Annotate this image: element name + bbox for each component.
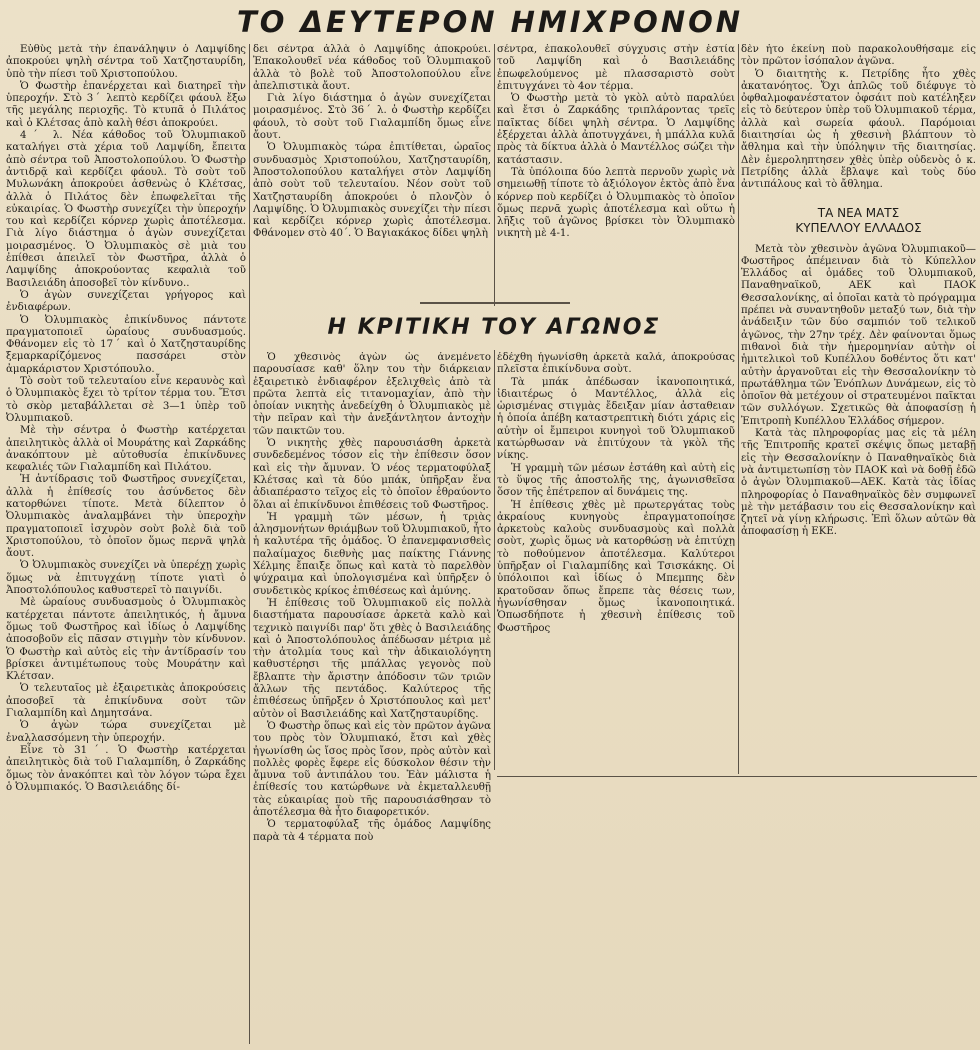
paragraph: Ὁ χθεσινὸς ἀγὼν ὡς ἀνεμένετο παρουσίασε καθ' ὅλην του τὴν διάρκειαν ἐξαιρετικὸ ἐνδιαφέρον ἐξελιχθεὶς ἀπὸ τὰ πρῶτα λεπτὰ εἰς τιτανομαχίαν, ἀπὸ τὴν ὁποίαν νικητὴς ἀνεδείχθη ὁ Ὀλυμπιακὸς μὲ τὴν πεῖραν καὶ τὴν ἀνεξάντλητον ἀντοχὴν τῶν παικτῶν του. <box>253 352 491 437</box>
paragraph: Ὁ ἀγὼν τώρα συνεχίζεται μὲ ἐναλλασσόμενη τὴν ὑπεροχήν. <box>6 720 246 744</box>
paragraph: Μὲ ὡραίους συνδυασμοὺς ὁ Ὀλυμπιακὸς κατέρχεται πάντοτε ἀπειλητικός, ἡ ἄμυνα ὅμως τοῦ Φωστῆρος καὶ ἰδίως ὁ Λαμψίδης ἀποσοβοῦν εἰς πᾶσαν στιγμὴν τὸν κίνδυνον. Ὁ Φωστὴρ καὶ αὐτὸς εἰς τὴν ἀντίδρασίν του βρίσκει ἀντιμέτωπους τοὺς Μουράτην καὶ Κλέτσαν. <box>6 597 246 683</box>
paragraph: ἐδέχθη ἠγωνίσθη ἀρκετὰ καλά, ἀποκρούσας πλεῖστα ἐπικίνδυνα σοὺτ. <box>497 352 735 376</box>
paragraph: Ὁ Φωστὴρ ὅπως καὶ εἰς τὸν πρῶτον ἀγῶνα του πρὸς τὸν Ὀλυμπιακό, ἔτσι καὶ χθὲς ἠγωνίσθη ὡς ἴσος πρὸς ἴσον, πρὸς αὐτὸν καὶ πολλὲς φορὲς ἔφερε εἰς δύσκολον θέσιν τὴν ἄμυνα τοῦ ἀντιπάλου του. Ἐὰν μάλιστα ἡ ἐπίθεσίς του κατώρθωνε νὰ ἐκμεταλλευθῇ τὰς εὐκαιρίας ποὺ τῆς παρουσιάσθησαν τὸ ἀποτέλεσμα θὰ ἦτο διαφορετικόν. <box>253 720 491 818</box>
paragraph: Μετὰ τὸν χθεσινὸν ἀγῶνα Ὀλυμπιακοῦ—Φωστῆρος ἀπέμειναν διὰ τὸ Κύπελλον Ἑλλάδος αἱ ὁμάδες τοῦ Ὀλυμπιακοῦ, Παναθηναϊκοῦ, ΑΕΚ καὶ ΠΑΟΚ Θεσσαλονίκης, αἱ ὁποῖαι κατὰ τὸ πρόγραμμα πρέπει νὰ συναντηθοῦν μεταξύ των, διὰ τὴν ἀνάδειξιν τῶν δύο σαμπιόν τοῦ τελικοῦ ἀγῶνος, τὴν 27ην τρέχ. Δὲν φαίνονται ὅμως πιθανοὶ διὰ τὴν ἡμερομηνίαν αὐτὴν οἱ ἡμιτελικοὶ τοῦ Κυπέλλου δοθέντος ὅτι κατ' αὐτὴν ἀργανοῦται εἰς τὴν Θεσσαλονίκην τὸ πρωτάθλημα τῶν Ἐνόπλων Δυνάμεων, εἰς τὸ ὁποῖον θὰ μετέχουν οἱ στρατευμένοι παῖκται τῶν συλλόγων. Σχετικῶς θὰ ἀποφασίσῃ ἡ Ἐπιτροπὴ Κυπέλλου Ἑλλάδος σήμερον. <box>741 243 976 427</box>
paragraph: Εὐθὺς μετὰ τὴν ἐπανάληψιν ὁ Λαμψίδης ἀποκρούει ψηλὴ σέντρα τοῦ Χατζησταυρίδη, ὑπὸ τὴν πίεσι τοῦ Χριστοπούλου. <box>6 44 246 80</box>
paragraph: Κατὰ τὰς πληροφορίας μας εἰς τὰ μέλη τῆς Ἐπιτροπῆς κρατεῖ σκέψις ὅπως μεταβῇ εἰς τὴν Θεσσαλονίκην ὁ Παναθηναϊκὸς διὰ νὰ ἀντιμετωπίσῃ τὸν ΠΑΟΚ καὶ νὰ δοθῇ ἐδῶ ὁ ἀγὼν Ὀλυμπιακοῦ—ΑΕΚ. Κατὰ τὰς ἰδίας πληροφορίας ὁ Παναθηναϊκὸς δὲν συμφωνεῖ μὲ τὴν μετάβασιν του εἰς Θεσσαλονίκην καὶ ζητεῖ νὰ γίνῃ κλήρωσις. Ἐπὶ ὅλων αὐτῶν θὰ ἀποφασίσῃ ἡ ΕΚΕ. <box>741 428 976 538</box>
paragraph: δὲν ἦτο ἐκείνη ποὺ παρακολουθήσαμε εἰς τὸν πρῶτον ἰσόπαλον ἀγῶνα. <box>741 44 976 68</box>
paragraph: Ἡ ἐπίθεσις χθὲς μὲ πρωτεργάτας τοὺς ἀκραίους κυνηγοὺς ἐπραγματοποίησε ἀρκετοὺς καλοὺς συνδυασμοὺς καὶ πολλὰ σοὺτ, χωρὶς ὅμως νὰ κατορθώσῃ νὰ ἐπιτύχῃ τὸ ποθούμενον ἀποτέλεσμα. Καλύτεροι ὑπῆρξαν οἱ Γιαλαμπίδης καὶ Τσισκάκης. Οἱ ὑπόλοιποι καὶ ἰδίως ὁ Μπεμπης δὲν κρατοῦσαν ὅπως ἔπρεπε τὰς θέσεις των, ἠγωνίσθησαν ὅμως ἱκανοποιητικά. Ὁπωσδήποτε ἡ χθεσινὴ ἐπίθεσις τοῦ Φωστῆρος <box>497 499 735 634</box>
paragraph: Ὁ διαιτητὴς κ. Πετρίδης ἦτο χθὲς ἀκατανόητος. Ὄχι ἁπλῶς τοῦ διέφυγε τὸ ὀφθαλμοφανέστατον ὀφσάιτ ποὺ κατέληξεν εἰς τὸ δεύτερον ὑπὲρ τοῦ Ὀλυμπιακοῦ τέρμα, ἀλλὰ καὶ σωρεία φάουλ. Παρόμοιαι διαιτησίαι ὡς ἡ χθεσινὴ βλάπτουν τὸ ἄθλημα καὶ τὴν ὑπόληψιν τῆς διαιτησίας. Δὲν ἐμεροληπτησεν χθὲς ὑπὲρ οὐδενὸς ὁ κ. Πετρίδης ἀλλὰ ἔβλαψε καὶ τοὺς δύο ἀντιπάλους καὶ τὸ ἄθλημα. <box>741 68 976 191</box>
paragraph: Ἡ γραμμὴ τῶν μέσων ἐστάθη καὶ αὐτὴ εἰς τὸ ὕψος τῆς ἀποστολῆς της, ἀγωνισθεῖσα ὅσον τῆς ἐπέτρεπον αἱ δυνάμεις της. <box>497 462 735 499</box>
paragraph: Ἡ γραμμὴ τῶν μέσων, ἡ τριὰς ἀλησμονήτων θριάμβων τοῦ Ὀλυμπιακοῦ, ἦτο ἡ καλυτέρα τῆς ὁμάδος. Ὁ ἐπανεμφανισθεὶς παλαίμαχος διεθνὴς μας παίκτης Γιάννης Χέλμης ἔπαιξε ὅπως καὶ κατὰ τὸ παρελθὸν ψύχραιμα καὶ ὑπολογισμένα καὶ ὑπῆρξεν ὁ συνδετικὸς κρίκος ἐπιθέσεως καὶ ἀμύνης. <box>253 511 491 597</box>
paragraph: Ὁ Φωστὴρ μετὰ τὸ γκὸλ αὐτὸ παραλύει καὶ ἔτσι ὁ Ζαρκάδης τριπλάροντας τρεῖς παῖκτας δίδει ψηλὴ σέντρα. Ὁ Λαμψίδης ἐξέρχεται ἀλλὰ ἀποτυγχάνει, ἡ μπάλλα κυλᾶ πρὸς τὰ δίκτυα ἀλλὰ ὁ Μαντέλλος σώζει τὴν κατάστασιν. <box>497 93 735 166</box>
paragraph: Ἡ ἀντίδρασις τοῦ Φωστῆρος συνεχίζεται, ἀλλὰ ἡ ἐπίθεσίς του ἀσύνδετος δὲν κατορθώνει τίποτε. Μετὰ δίλεπτον ὁ Ὀλυμπιακὸς ἀναλαμβάνει τὴν ὑπεροχὴν πραγματοποιεῖ ἰσχυρὸν σοὺτ βολὲ διὰ τοῦ Χριστοπούλου, τὸ ὁποῖον ὅμως περνᾶ ψηλὰ ἄουτ. <box>6 474 246 560</box>
paragraph: Εἶνε τὸ 31ˊ. Ὁ Φωστὴρ κατέρχεται ἀπειλητικὸς διὰ τοῦ Γιαλαμπίδη, ὁ Ζαρκάδης ὅμως τὸν ἀνακόπτει καὶ τὸν λόγον τώρα ἔχει ὁ Ὀλυμπιακός. Ὁ Βασιλειάδης δί- <box>6 744 246 793</box>
paragraph: Ἡ ἐπίθεσις τοῦ Ὀλυμπιακοῦ εἰς πολλὰ διαστήματα παρουσίασε ἀρκετὰ καλὸ καὶ τεχνικὸ παιγνίδι παρ' ὅτι χθὲς ὁ Βασιλειάδης καὶ ὁ Ἀποστολόπουλος ἀπέδωσαν μέτρια μὲ τὴν ἀτολμία τους καὶ τὴν ἀδικαιολόγητη καθυστέρησι τῆς μπάλλας γεγονὸς ποὺ ἔβλαπτε τὴν ἄριστην ἀπόδοσιν τῶν τριῶν ἄλλων τῆς πεντάδος. Καλύτερος τῆς ἐπιθέσεως ὑπῆρξεν ὁ Χριστόπουλος καὶ μετ' αὐτὸν οἱ Βασιλειάδης καὶ Χατζησταυρίδης. <box>253 597 491 720</box>
cup-title-line: ΤΑ ΝΕΑ ΜΑΤΣ <box>817 205 900 220</box>
paragraph: Τὰ μπάκ ἀπέδωσαν ἱκανοποιητικά, ἰδιαιτέρως ὁ Μαντέλλος, ἀλλὰ εἰς ὡρισμένας στιγμὰς ἔδειξαν μίαν ἀσταθειαν ἡ ὁποία ἀπέβη καταστρεπτικὴ διότι χάρις εἰς αὐτὴν οἱ ἔμπειροι κυνηγοὶ τοῦ Ὀλυμπιακοῦ κατώρθωσαν νὰ ἐπιτύχουν τὰ γκὸλ τῆς νίκης. <box>497 376 735 462</box>
paragraph: Τὸ σοὺτ τοῦ τελευταίου εἶνε κεραυνὸς καὶ ὁ Ὀλυμπιακὸς ἔχει τὸ τρίτον τέρμα του. Ἔτσι τὸ σκὸρ μεταβάλλεται σὲ 3—1 ὑπὲρ τοῦ Ὀλυμπιακοῦ. <box>6 376 246 424</box>
article-column-2 <box>253 44 491 302</box>
paragraph: Ὁ Ὀλυμπιακὸς συνεχίζει νὰ ὑπερέχῃ χωρὶς ὅμως νὰ ἐπιτυγχάνῃ τίποτε γιατὶ ὁ Ἀποστολόπουλος καθυστερεῖ τὸ παιγνίδι. <box>6 560 246 597</box>
column-rule <box>494 44 495 306</box>
headline: ΤΟ ΔΕΥΤΕΡΟΝ ΗΜΙΧΡΟΝΟΝ <box>236 5 744 39</box>
paragraph: Τὰ ὑπόλοιπα δύο λεπτὰ περνοῦν χωρὶς νὰ σημειωθῇ τίποτε τὸ ἀξιόλογον ἐκτὸς ἀπὸ ἕνα κόρνερ ποὺ κερδίζει ὁ Ὀλυμπιακὸς τὸ ὁποῖον ὅμως περνᾶ χωρὶς ἀποτέλεσμα καὶ οὕτω ἡ λῆξις τοῦ ἀγῶνος βρίσκει τὸν Ὀλυμπιακὸ νικητὴ μὲ 4-1. <box>497 166 735 240</box>
paragraph: Γιὰ λίγο διάστημα ὁ ἀγὼν συνεχίζεται μοιρασμένος. Στὸ 36ˊ λ. ὁ Φωστὴρ κερδίζει φάουλ, τὸ σοὺτ τοῦ Γιαλαμπίδη ὅμως εἶνε ἄουτ. <box>253 93 491 142</box>
paragraph: Ὁ Ὀλυμπιακὸς τώρα ἐπιτίθεται, ὡραῖος συνδυασμὸς Χριστοπούλου, Χατζησταυρίδη, Ἀποστολοπούλου καταλήγει στὸν Λαμψίδη ἀπὸ σοὺτ τοῦ τελευταίου. Νέον σοὺτ τοῦ Χατζησταυρίδη ἀποκρούει ὁ πλονζὸν ὁ Λαμψίδης. Ὁ Ὀλυμπιακὸς συνεχίζει τὴν πίεσι καὶ κερδίζει κόρνερ χωρὶς ἀποτέλεσμα. Φθάνομεν στὸ 40ˊ. Ὁ Βαγιακάκος δίδει ψηλὴ <box>253 142 491 240</box>
section-rule <box>497 776 977 777</box>
paragraph: Ὁ Ὀλυμπιακὸς ἐπικίνδυνος πάντοτε πραγματοποιεῖ ὡραίους συνδυασμούς. Φθάνομεν εἰς τὸ 17ˊ καὶ ὁ Χατζησταυρίδης ξεμαρκαρίζόμενος πασσάρει στὸν ἀμαρκάριστον Χριστόπουλο. <box>6 314 246 375</box>
critique-column-2 <box>497 352 735 772</box>
article-column-3 <box>497 44 735 302</box>
paragraph: Ὁ τελευταῖος μὲ ἐξαιρετικὰς ἀποκρούσεις ἀποσοβεῖ τὰ ἐπικίνδυνα σοὺτ τῶν Γιαλαμπίδη καὶ Δημητσάνα. <box>6 683 246 720</box>
article-column-1 <box>6 44 246 1044</box>
paragraph: Ὁ τερματοφύλαξ τῆς ὁμάδος Λαμψίδης παρὰ τὰ 4 τέρματα ποὺ <box>253 819 491 843</box>
column-rule <box>738 44 739 774</box>
paragraph: Ὁ Φωστὴρ ἐπανέρχεται καὶ διατηρεῖ τὴν ὑπεροχήν. Στὸ 3ˊ λεπτὸ κερδίζει φάουλ ἔξω τῆς μεγάλης περιοχῆς. Τὸ κτυπᾶ ὁ Πιλάτος καὶ ὁ Κλέτσας ἀπὸ καλὴ θέσι ἀποκρούει. <box>6 80 246 129</box>
paragraph: Ὁ ἀγὼν συνεχίζεται γρήγορος καὶ ἐνδιαφέρων. <box>6 289 246 314</box>
column-rule <box>249 44 250 1044</box>
critique-column-1 <box>253 352 491 1042</box>
paragraph: 4ˊ λ. Νέα κάθοδος τοῦ Ὀλυμπιακοῦ καταλήγει στὰ χέρια τοῦ Λαμψίδη, ἔπειτα ἀπὸ σέντρα τοῦ Ἀποστολοπούλου. Ὁ Φωστὴρ ἀντιδρᾷ καὶ κερδίζει φάουλ. Τὸ σοὺτ τοῦ Μυλωνάκη ἀποκρούει ἀσθενὼς ὁ Κλέτσας, ἀλλὰ ὁ Πιλάτος δὲν ἐπωφελεῖται τῆς εὐκαιρίας. Ὁ Φωστὴρ συνεχίζει τὴν ὑπεροχήν του καὶ κερδίζει κόρνερ χωρὶς ἀποτέλεσμα. Γιὰ λίγο διάστημα ὁ ἀγὼν συνεχίζεται μοιρασμένος. Ὁ Ὀλυμπιακὸς σὲ μιὰ του ἐπίθεσι ἀπειλεῖ τὸν Φωστῆρα, ἀλλὰ ὁ Λαμψίδης ἀποκρούοντας κεφαλιὰ τοῦ Βασιλειάδη ἀποσοβεῖ τὸν κίνδυνο.. <box>6 130 246 289</box>
paragraph: Ὁ νικητὴς χθὲς παρουσιάσθη ἀρκετὰ συνδεδεμένος τόσον εἰς τὴν ἐπίθεσιν ὅσον καὶ εἰς τὴν ἄμυναν. Ὁ νέος τερματοφύλαξ Κλέτσας καὶ τὰ δύο μπάκ, ὑπῆρξαν ἕνα ἀδιαπέραστο τεῖχος εἰς τὸ ὁποῖον ἐθραύοντο ὅλαι αἱ ἐπικίνδυνοι ἐπιθέσεις τοῦ Φωστῆρος. <box>253 438 491 511</box>
cup-section-title <box>741 206 976 236</box>
paragraph: δει σέντρα ἀλλὰ ὁ Λαμψίδης ἀποκρούει. Ἐπακολουθεῖ νέα κάθοδος τοῦ Ὀλυμπιακοῦ ἀλλὰ τὸ βολὲ τοῦ Ἀποστολοπούλου εἶνε ἀπελπιστικὰ ἄουτ. <box>253 44 491 92</box>
critique-headline: Η ΚΡΙΤΙΚΗ ΤΟΥ ΑΓΩΝΟΣ <box>327 315 661 340</box>
section-rule <box>420 302 570 304</box>
article-column-4 <box>741 44 976 764</box>
paragraph: Μὲ τὴν σέντρα ὁ Φωστὴρ κατέρχεται ἀπειλητικὸς ἀλλὰ οἱ Μουράτης καὶ Ζαρκάδης ἀνακόπτουν μὲ αὐτοθυσία ἐπικίνδυνες κεφαλιές τῶν Γιαλαμπίδη καὶ Πιλάτου. <box>6 425 246 474</box>
cup-title-line: ΚΥΠΕΛΛΟΥ ΕΛΛΑΔΟΣ <box>795 220 922 235</box>
column-rule <box>494 350 495 770</box>
paragraph: σέντρα, ἐπακολουθεῖ σύγχυσις στὴν ἑστία τοῦ Λαμψίδη καὶ ὁ Βασιλειάδης ἐπωφελούμενος μὲ πλασσαριστὸ σοὺτ ἐπιτυγχάνει τὸ 4ον τέρμα. <box>497 44 735 92</box>
